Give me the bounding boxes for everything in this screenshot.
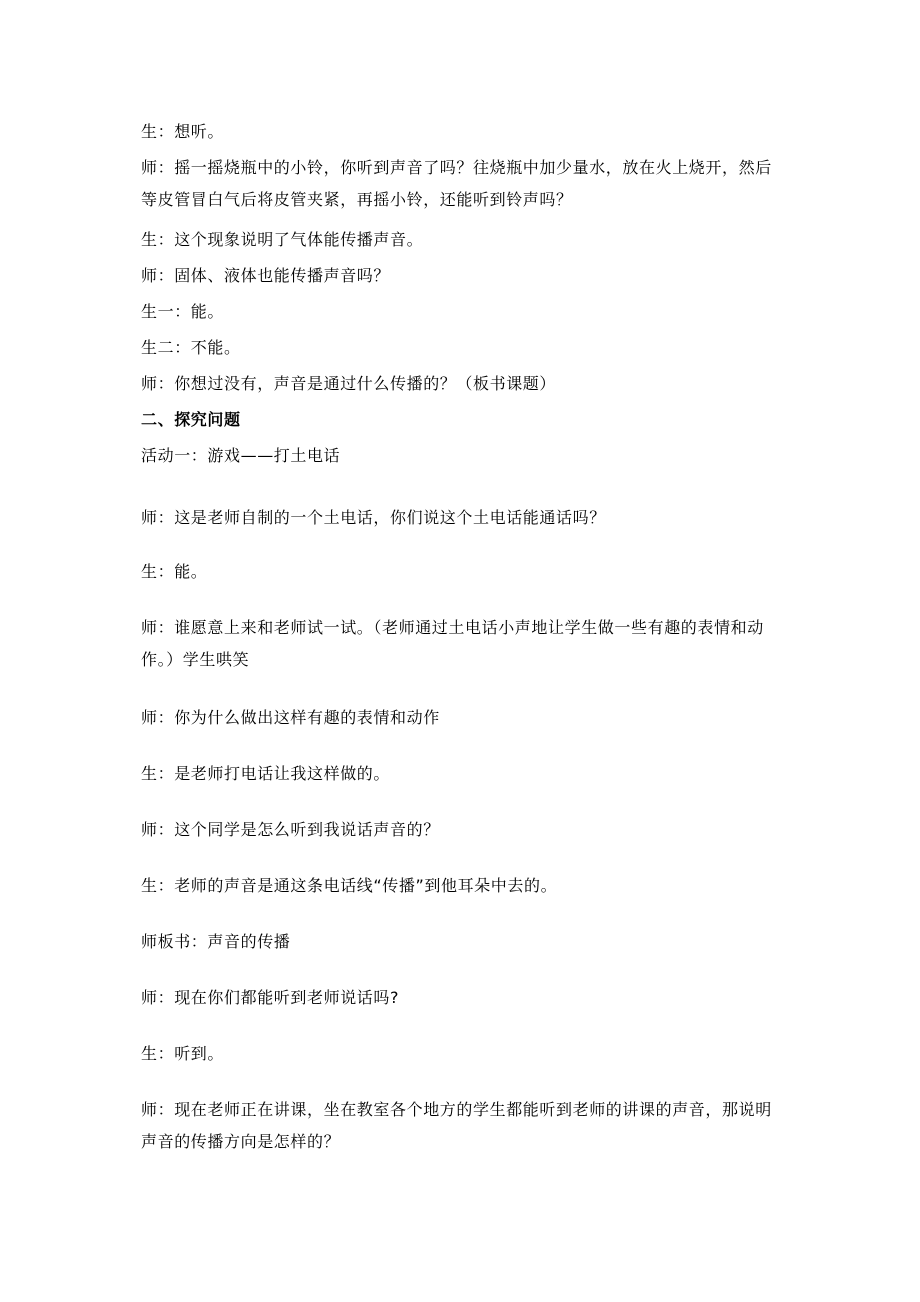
paragraph-teacher-flask-bell: 师：摇一摇烧瓶中的小铃，你听到声音了吗？往烧瓶中加少量水，放在火上烧开，然后等皮管冒白气后将皮管夹紧，再摇小铃，还能听到铃声吗？	[141, 158, 772, 209]
paragraph-teacher-solid-liquid: 师：固体、液体也能传播声音吗？	[141, 266, 391, 285]
paragraph-student-one: 生一：能。	[141, 302, 225, 321]
paragraph-student-heard: 生：听到。	[141, 1044, 225, 1063]
paragraph-teacher-board-title: 师：你想过没有，声音是通过什么传播的？（板书课题）	[141, 374, 557, 393]
paragraph-student-yes: 生：能。	[141, 562, 208, 581]
paragraph-student-wire: 生：老师的声音是通这条电话线“传播”到他耳朵中去的。	[141, 876, 558, 895]
paragraph-teacher-can-hear: 师：现在你们都能听到老师说话吗?	[141, 988, 400, 1007]
paragraph-teacher-phone: 师：这是老师自制的一个土电话，你们说这个土电话能通话吗？	[141, 508, 606, 527]
paragraph-teacher-how-heard: 师：这个同学是怎么听到我说话声音的？	[141, 820, 440, 839]
paragraph-student-gas-transmits: 生：这个现象说明了气体能传播声音。	[141, 230, 424, 249]
paragraph-teacher-volunteer: 师：谁愿意上来和老师试一试。（老师通过土电话小声地让学生做一些有趣的表情和动作。）学生哄笑	[141, 618, 764, 669]
paragraph-student-phone-call: 生：是老师打电话让我这样做的。	[141, 764, 391, 783]
paragraph-student-two: 生二：不能。	[141, 338, 241, 357]
paragraph-teacher-direction: 师：现在老师正在讲课，坐在教室各个地方的学生都能听到老师的讲课的声音，那说明声音的传播方向是怎样的？	[141, 1100, 772, 1151]
paragraph-board-note: 师板书：声音的传播	[141, 932, 291, 951]
activity-title: 活动一：游戏——打土电话	[141, 446, 341, 465]
paragraph-teacher-why: 师：你为什么做出这样有趣的表情和动作	[141, 708, 440, 727]
section-heading: 二、探究问题	[141, 410, 241, 429]
paragraph-student-want-to-hear: 生：想听。	[141, 122, 225, 141]
